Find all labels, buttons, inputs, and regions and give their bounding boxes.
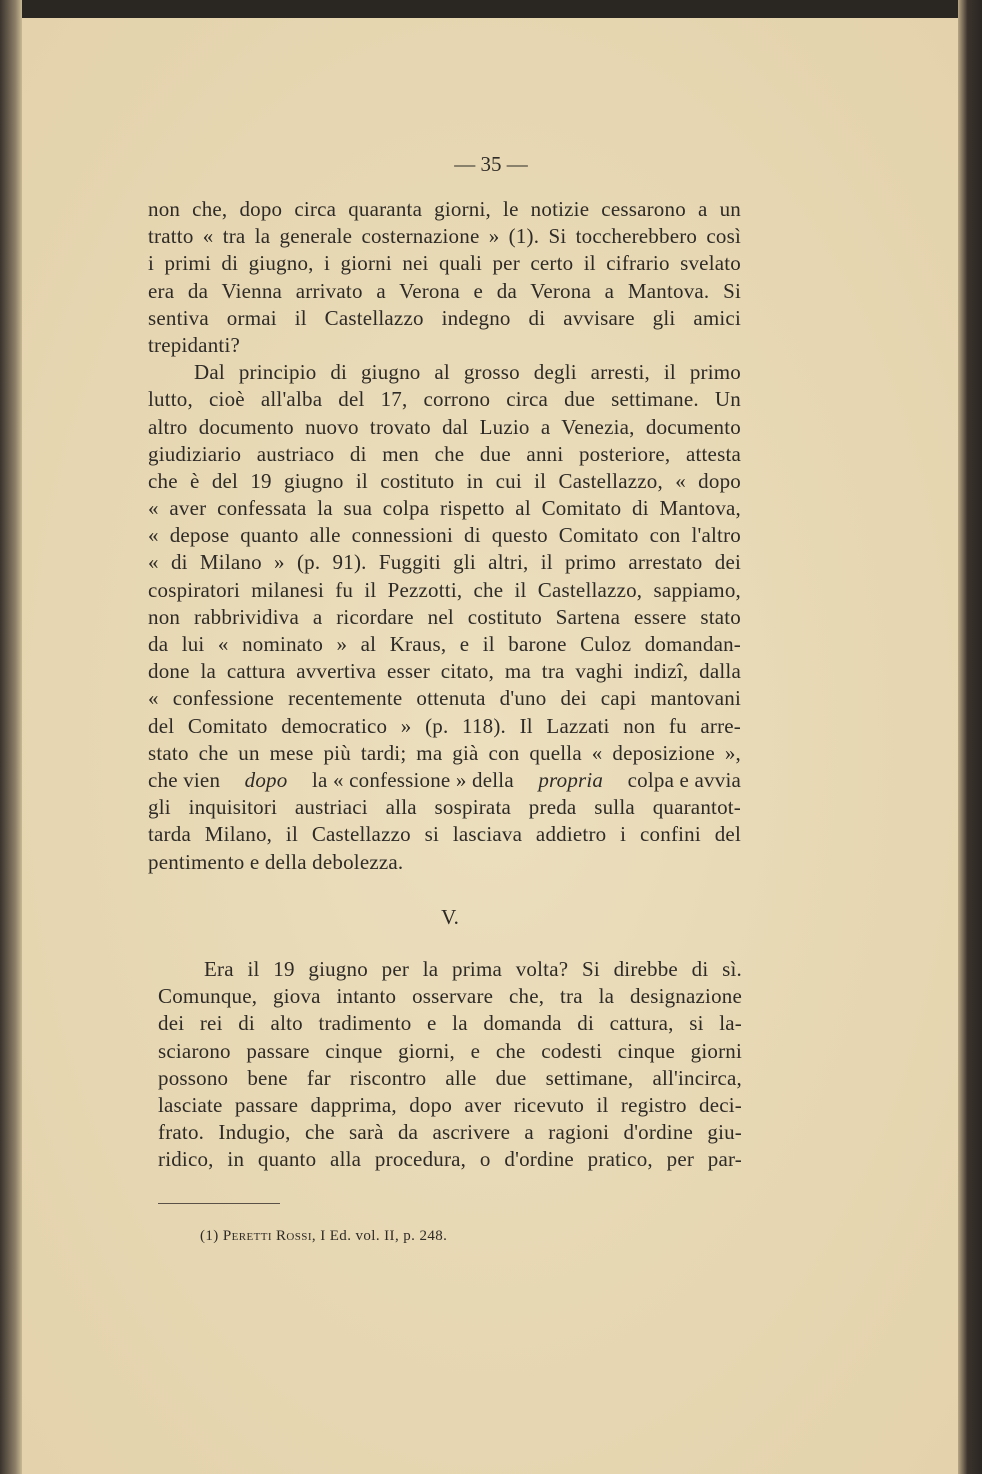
text-line: Era il 19 giugno per la prima volta? Si direbbe di sì. — [204, 957, 742, 981]
text-line: done la cattura avvertiva esser citato, ma tra vaghi indizî, dalla — [148, 659, 741, 684]
text-line: dei rei di alto tradimento e la domanda di cattura, si la- — [158, 1011, 742, 1036]
text-line: del Comitato democratico » (p. 118). Il Lazzati non fu arre- — [148, 713, 741, 738]
text-line: « di Milano » (p. 91). Fuggiti gli altri, il primo arrestato dei — [148, 550, 741, 575]
text-line: cospiratori milanesi fu il Pezzotti, che il Castellazzo, sappiamo, — [148, 577, 741, 602]
text-line: i primi di giugno, i giorni nei quali per certo il cifrario svelato — [148, 251, 741, 276]
text-segment: la « confessione » della — [311, 767, 514, 792]
text-line: lutto, cioè all'alba del 17, corrono circa due settimane. Un — [148, 387, 741, 412]
text-line: da lui « nominato » al Kraus, e il barone Culoz domandan- — [148, 632, 741, 656]
adjacent-page-edge — [0, 0, 22, 1474]
text-line: « aver confessata la sua colpa rispetto al Comitato di Mantova, — [148, 496, 741, 521]
text-line: pentimento e della debolezza. — [148, 849, 404, 874]
paragraph-block-2 — [158, 956, 742, 1174]
text-line: era da Vienna arrivato a Verona e da Verona a Mantova. Si — [148, 278, 741, 303]
text-line: ridico, in quanto alla procedura, o d'ordine pratico, per par- — [158, 1147, 742, 1172]
text-line-with-italics — [148, 767, 741, 794]
text-line: « depose quanto alle connessioni di questo Comitato con l'altro — [148, 523, 741, 548]
text-line: sciarono passare cinque giorni, e che codesti cinque giorni — [158, 1038, 742, 1063]
footnote-reference: , I Ed. vol. II, p. 248. — [311, 1228, 448, 1244]
text-line: trepidanti? — [148, 332, 240, 357]
text-segment: colpa e avvia — [627, 767, 741, 792]
text-line: non che, dopo circa quaranta giorni, le notizie cessarono a un — [148, 197, 741, 221]
footnote-author: Peretti Rossi — [222, 1228, 312, 1244]
section-heading: V. — [441, 905, 459, 929]
text-line: non rabbrividiva a ricordare nel costituto Sartena essere stato — [148, 604, 741, 629]
page-right-edge — [958, 0, 982, 1474]
italic-word: dopo — [244, 767, 288, 792]
text-line: « confessione recentemente ottenuta d'uno dei capi mantovani — [148, 686, 741, 711]
italic-word: propria — [538, 767, 604, 792]
text-line: gli inquisitori austriaci alla sospirata preda sulla quarantot- — [148, 795, 741, 820]
text-line: sentiva ormai il Castellazzo indegno di avvisare gli amici — [148, 305, 741, 330]
text-line: possono bene far riscontro alle due settimane, all'incirca, — [158, 1065, 742, 1090]
text-line: altro documento nuovo trovato dal Luzio a Venezia, documento — [148, 414, 741, 439]
text-line: tarda Milano, il Castellazzo si lasciava addietro i confini del — [148, 822, 741, 847]
text-line: che è del 19 giugno il costituto in cui il Castellazzo, « dopo — [148, 468, 741, 493]
text-line: Comunque, giova intanto osservare che, tra la designazione — [158, 984, 742, 1009]
text-line: lasciate passare dapprima, dopo aver ricevuto il registro deci- — [158, 1092, 742, 1117]
footnote-marker: (1) — [200, 1228, 219, 1244]
footnote — [200, 1228, 447, 1245]
text-segment: che vien — [148, 767, 221, 792]
page-number: — 35 — — [454, 152, 528, 176]
text-line: giudiziario austriaco di men che due anni posteriore, attesta — [148, 441, 741, 466]
paragraph-block-1 — [148, 196, 741, 876]
text-line: stato che un mese più tardi; ma già con quella « deposizione », — [148, 740, 741, 765]
text-line: tratto « tra la generale costernazione » (1). Si toccherebbero così — [148, 224, 741, 249]
text-line: Dal principio di giugno al grosso degli arresti, il primo — [194, 360, 741, 385]
text-line: frato. Indugio, che sarà da ascrivere a ragioni d'ordine giu- — [158, 1120, 742, 1145]
footnote-rule — [158, 1203, 280, 1204]
